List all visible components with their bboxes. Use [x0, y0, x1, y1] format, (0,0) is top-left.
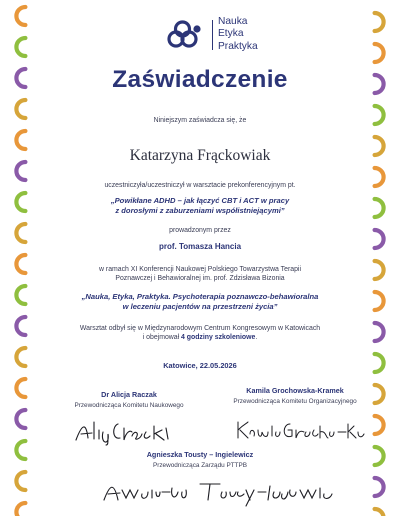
border-arc — [375, 44, 384, 62]
signatory-name: Kamila Grochowska-Kramek — [246, 386, 344, 395]
logo-text — [218, 16, 258, 53]
workshop-title — [0, 196, 400, 216]
signatory-board — [120, 450, 280, 469]
venue-line-2-prefix: i obejmował — [142, 334, 182, 342]
border-arc — [375, 416, 384, 434]
border-arc — [375, 478, 384, 496]
signatory-role: Przewodnicząca Komitetu Organizacyjnego — [233, 398, 357, 405]
signature-board — [100, 478, 340, 508]
logo-word-2: Etyka — [218, 28, 244, 40]
border-arc — [375, 13, 384, 31]
signature-scientific — [72, 418, 192, 446]
interlocking-rings-logo-icon — [166, 20, 206, 50]
logo — [166, 14, 286, 56]
border-arc — [16, 38, 25, 56]
border-arc — [16, 410, 25, 428]
venue-line-1: Warsztat odbył się w Międzynarodowym Centrum Kongresowym w Katowicach — [79, 325, 321, 332]
venue-line-2 — [0, 333, 400, 342]
conference-title — [0, 292, 400, 312]
border-arc — [16, 379, 25, 397]
border-arc — [16, 441, 25, 459]
signatory-organizing — [220, 386, 370, 405]
signature-organizing — [234, 418, 374, 444]
border-arc — [375, 385, 384, 403]
intro-text: Niniejszym zaświadcza się, że — [153, 117, 247, 124]
certificate-title: Zaświadczenie — [112, 66, 288, 93]
border-arc — [375, 509, 384, 516]
venue-line-2-suffix: . — [255, 334, 258, 342]
signatory-role: Przewodnicząca Zarządu PTTPB — [152, 462, 248, 469]
participation-text: uczestniczyła/uczestniczył w warsztacie prekonferencyjnym pt. — [104, 182, 296, 189]
trainer-name: prof. Tomasza Hancia — [158, 242, 242, 251]
place-and-date: Katowice, 22.05.2026 — [163, 361, 237, 370]
border-arc — [16, 472, 25, 490]
participant-name: Katarzyna Frąckowiak — [129, 147, 271, 164]
workshop-title-line-2: z dorosłymi z zaburzeniami współistniejącymi” — [115, 206, 285, 215]
border-arc — [16, 503, 25, 516]
led-by-text: prowadzonym przez — [169, 227, 231, 234]
border-arc — [375, 447, 384, 465]
border-arc — [16, 7, 25, 25]
logo-separator — [212, 20, 213, 50]
training-hours: 4 godziny szkoleniowe — [181, 334, 256, 342]
workshop-title-line-1: „Powikłane ADHD – jak łączyć CBT i ACT w pracy — [110, 196, 290, 205]
signatory-name: Agnieszka Tousty – Ingielewicz — [146, 450, 254, 459]
conference-context — [0, 265, 400, 283]
conference-title-line-2: w leczeniu pacjentów na przestrzeni życia” — [122, 302, 278, 311]
context-line-1: w ramach XI Konferencji Naukowej Polskiego Towarzystwa Terapii — [99, 266, 301, 273]
signatory-name: Dr Alicja Raczak — [101, 390, 157, 399]
signatory-scientific — [64, 390, 194, 409]
venue-text — [0, 324, 400, 342]
logo-word-3: Praktyka — [218, 40, 258, 52]
context-line-2: Poznawczej i Behawioralnej im. prof. Zdzisława Bizonia — [115, 275, 285, 283]
conference-title-line-1: „Nauka, Etyka, Praktyka. Psychoterapia poznawczo-behawioralna — [81, 292, 319, 301]
logo-word-1: Nauka — [218, 16, 248, 27]
signatory-role: Przewodnicząca Komitetu Naukowego — [74, 402, 184, 409]
